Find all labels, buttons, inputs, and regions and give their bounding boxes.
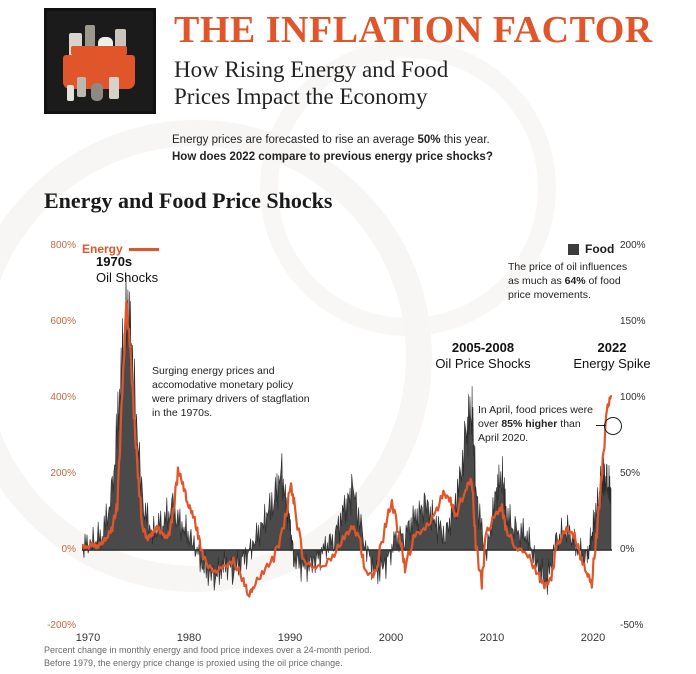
annotation-oil-influence	[508, 260, 638, 302]
annotation-1970s-head: 1970s	[96, 254, 133, 269]
annotation-stagflation: Surging energy prices and accomodative monetary policy were primary drivers of stagflation in the 1970s.	[152, 365, 310, 419]
y-axis-right-tick: 50%	[620, 468, 641, 479]
annotation-oil-influence-c: of food price movements.	[508, 275, 621, 301]
footnote-line-1: Percent change in monthly energy and food price indexes over a 24-month period.	[44, 645, 372, 655]
annotation-callout-marker	[604, 417, 622, 435]
chart-container	[0, 228, 696, 658]
annotation-april-food-c: than April 2020.	[478, 418, 581, 444]
x-axis-tick: 2010	[479, 632, 505, 644]
x-axis-tick: 2020	[580, 632, 606, 644]
chart-section-title: Energy and Food Price Shocks	[44, 188, 333, 213]
y-axis-right-tick: 100%	[620, 392, 646, 403]
annotation-oil-influence-a: The price of oil influences as much as	[508, 261, 628, 287]
annotation-2005-2008-sub: Oil Price Shocks	[435, 356, 531, 371]
y-axis-right	[616, 240, 668, 631]
x-axis-tick: 1980	[176, 632, 202, 644]
y-axis-left-tick: 600%	[50, 316, 76, 327]
page-title: THE INFLATION FACTOR	[174, 9, 653, 51]
grocery-basket-icon	[44, 8, 156, 114]
x-axis-tick: 1970	[75, 632, 101, 644]
lede-line2: How does 2022 compare to previous energy price shocks?	[172, 151, 493, 163]
y-axis-left	[36, 240, 80, 631]
x-axis-tick: 1990	[277, 632, 303, 644]
y-axis-right-tick: 150%	[620, 316, 646, 327]
footnote-line-2: Before 1979, the energy price change is proxied using the oil price change.	[44, 658, 343, 668]
annotation-2005-2008	[418, 340, 548, 372]
lede-text	[172, 132, 696, 166]
x-axis-tick: 2000	[378, 632, 404, 644]
annotation-2005-2008-head: 2005-2008	[451, 340, 515, 355]
annotation-2022	[564, 340, 660, 372]
lede-highlight-50: 50%	[417, 134, 441, 146]
subtitle-line-2: Prices Impact the Economy	[174, 84, 428, 109]
annotation-2022-head: 2022	[597, 340, 627, 355]
y-axis-right-tick: -50%	[620, 620, 644, 631]
annotation-1970s-sub: Oil Shocks	[96, 270, 159, 285]
y-axis-right-tick: 200%	[620, 240, 646, 251]
y-axis-left-tick: 400%	[50, 392, 76, 403]
legend-food-label: Food	[585, 242, 615, 256]
annotation-april-food-a: In April, food prices were over	[478, 404, 593, 430]
annotation-oil-influence-b: 64%	[564, 275, 586, 287]
y-axis-left-tick: 0%	[61, 544, 76, 555]
y-axis-left-tick: 800%	[50, 240, 76, 251]
page-header	[0, 0, 696, 114]
lede-line1-c: this year.	[440, 134, 490, 146]
footnote	[44, 644, 372, 670]
legend-energy-label: Energy	[82, 242, 123, 256]
annotation-2022-sub: Energy Spike	[573, 356, 651, 371]
annotation-callout-line	[596, 425, 606, 426]
y-axis-right-tick: 0%	[620, 544, 635, 555]
lede-line1-a: Energy prices are forecasted to rise an average	[172, 134, 418, 146]
annotation-april-food	[478, 403, 598, 445]
page-subtitle	[174, 56, 653, 110]
y-axis-left-tick: -200%	[47, 620, 76, 631]
annotation-april-food-b: 85% higher	[501, 418, 558, 430]
y-axis-left-tick: 200%	[50, 468, 76, 479]
subtitle-line-1: How Rising Energy and Food	[174, 57, 449, 82]
annotation-1970s	[96, 254, 216, 286]
